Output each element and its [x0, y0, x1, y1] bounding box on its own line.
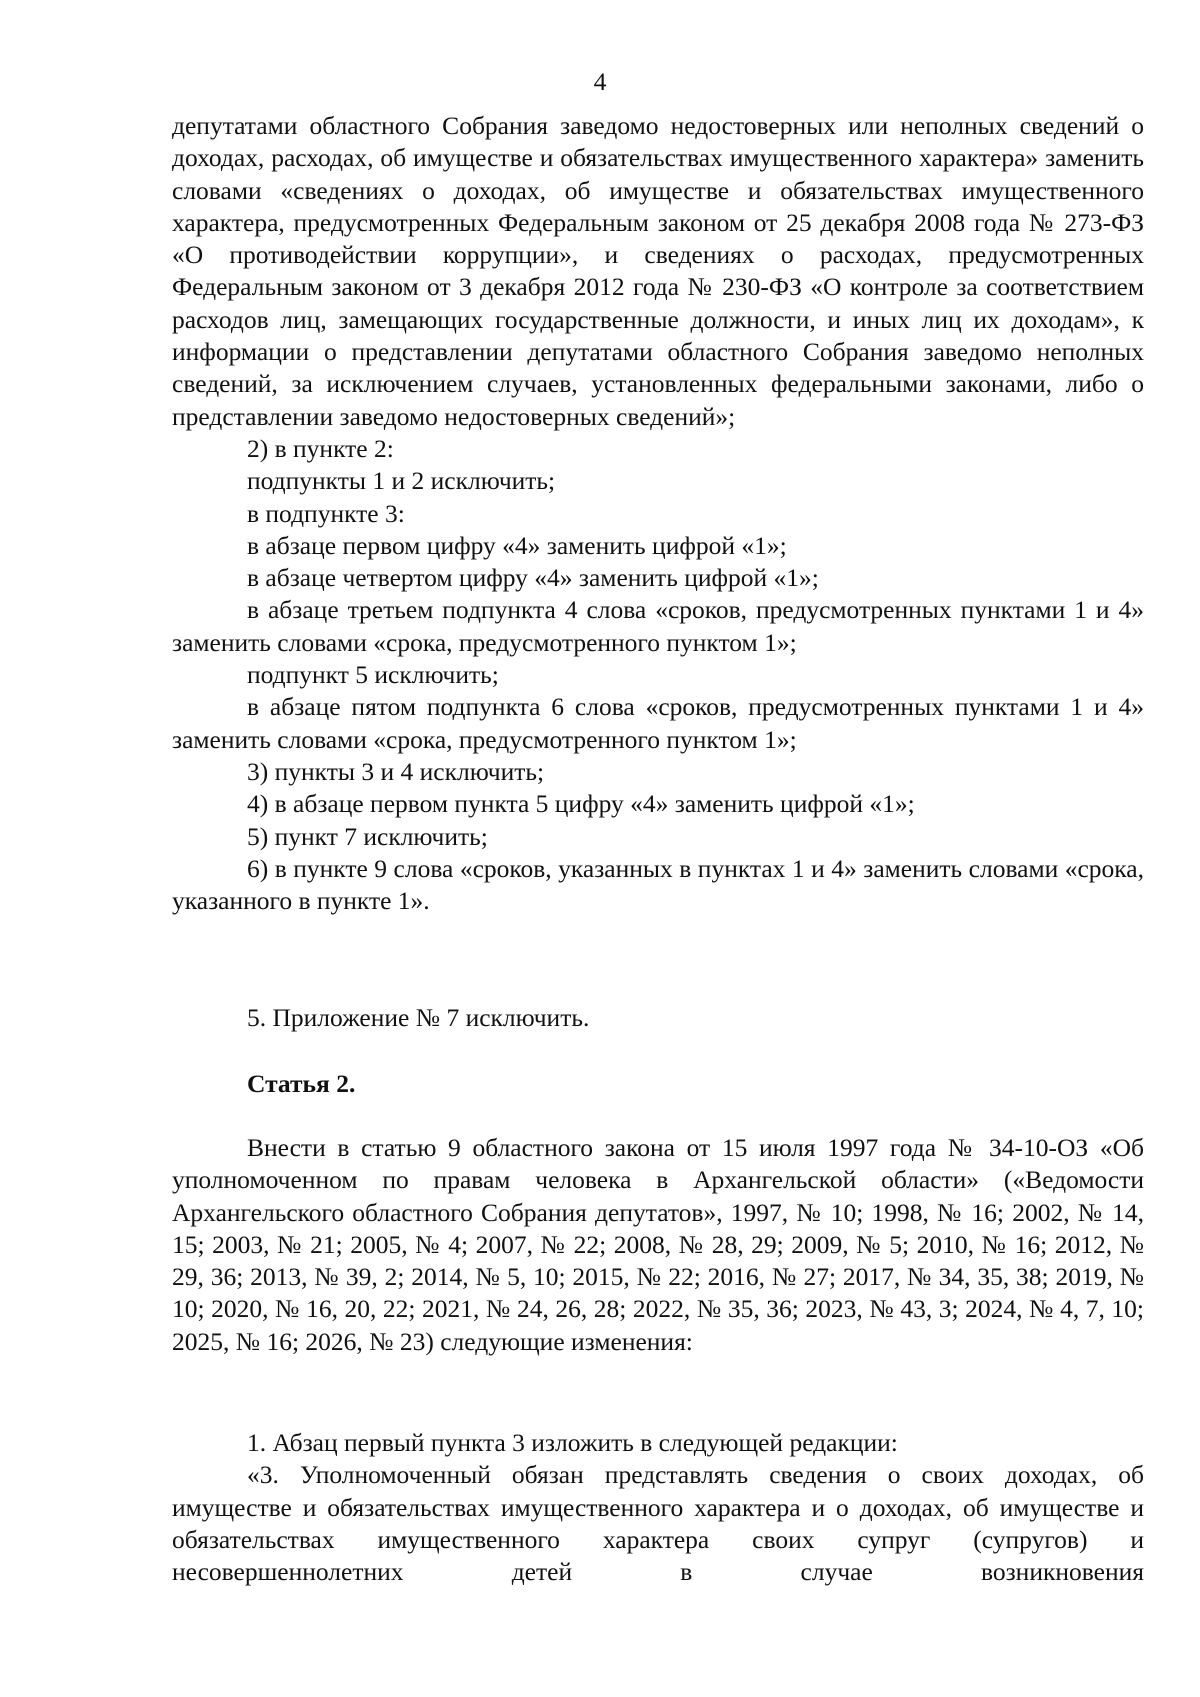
amendment-item-1-block — [172, 1427, 1144, 1588]
paragraph: 2) в пункте 2: — [247, 433, 394, 463]
article-heading: Статья 2. — [247, 1069, 356, 1098]
paragraph: депутатами областного Собрания заведомо недостоверных или неполных сведений о доходах, расходах, об имуществе и обязательствах имущественного характера» заменить словами «сведениях о доходах, об имуществе и обязательствах имущественного характера, предусмотренных Федеральным законом от 25 декабря 2008 года № 273-ФЗ «О противодействии коррупции», и сведениях о расходах, предусмотренных Федеральным законом от 3 декабря 2012 года № 230-ФЗ «О контроле за соответствием расходов лиц, замещающих государственные должности, и иных лиц их доходам», к информации о представлении депутатами областного Собрания заведомо неполных сведений, за исключением случаев, установленных федеральными законами, либо о представлении заведомо недостоверных сведений»; — [172, 111, 1144, 431]
paragraph: 6) в пункте 9 слова «сроков, указанных в пунктах 1 и 4» заменить словами «срока, указанного в пункте 1». — [172, 853, 1144, 916]
amendment-item-1: 1. Абзац первый пункта 3 изложить в следующей редакции: — [247, 1428, 898, 1457]
paragraph: в абзаце четвертом цифру «4» заменить цифрой «1»; — [247, 563, 819, 593]
item-5: 5. Приложение № 7 исключить. — [247, 1003, 590, 1032]
paragraph: в абзаце пятом подпункта 6 слова «сроков, предусмотренных пунктами 1 и 4» заменить словами «срока, предусмотренного пунктом 1»; — [172, 692, 1144, 754]
paragraph: 5) пункт 7 исключить; — [247, 821, 488, 851]
page-number: 4 — [593, 67, 607, 96]
paragraph: 4) в абзаце первом пункта 5 цифру «4» заменить цифрой «1»; — [247, 789, 915, 819]
quoted-text: «3. Уполномоченный обязан представлять сведения о своих доходах, об имуществе и обязательствах имущественного характера и о доходах, об имуществе и обязательствах имущественного характера своих супруг (супругов) и несовершеннолетних детей в случае возникновения — [172, 1460, 1144, 1587]
paragraph: 3) пункты 3 и 4 исключить; — [247, 756, 545, 786]
paragraph: в подпункте 3: — [247, 498, 405, 528]
article-intro: Внести в статью 9 областного закона от 15 июля 1997 года № 34-10-ОЗ «Об уполномоченном по правам человека в Архангельской области» («Ведомости Архангельского областного Собрания депутатов», 1997, № 10; 1998, № 16; 2002, № 14, 15; 2003, № 21; 2005, № 4; 2007, № 22; 2008, № 28, 29; 2009, № 5; 2010, № 16; 2012, № 29, 36; 2013, № 39, 2; 2014, № 5, 10; 2015, № 22; 2016, № 27; 2017, № 34, 35, 38; 2019, № 10; 2020, № 16, 20, 22; 2021, № 24, 26, 28; 2022, № 35, 36; 2023, № 43, 3; 2024, № 4, 7, 10; 2025, № 16; 2026, № 23) следующие изменения: — [172, 1133, 1144, 1356]
paragraph: в абзаце третьем подпункта 4 слова «сроков, предусмотренных пунктами 1 и 4» заменить словами «срока, предусмотренного пунктом 1»; — [172, 595, 1144, 657]
paragraph: подпункты 1 и 2 исключить; — [247, 466, 556, 496]
amendments-continued — [172, 110, 1144, 917]
paragraph: в абзаце первом цифру «4» заменить цифрой «1»; — [247, 530, 787, 560]
paragraph: подпункт 5 исключить; — [247, 660, 499, 690]
article-intro-block — [172, 1132, 1144, 1358]
